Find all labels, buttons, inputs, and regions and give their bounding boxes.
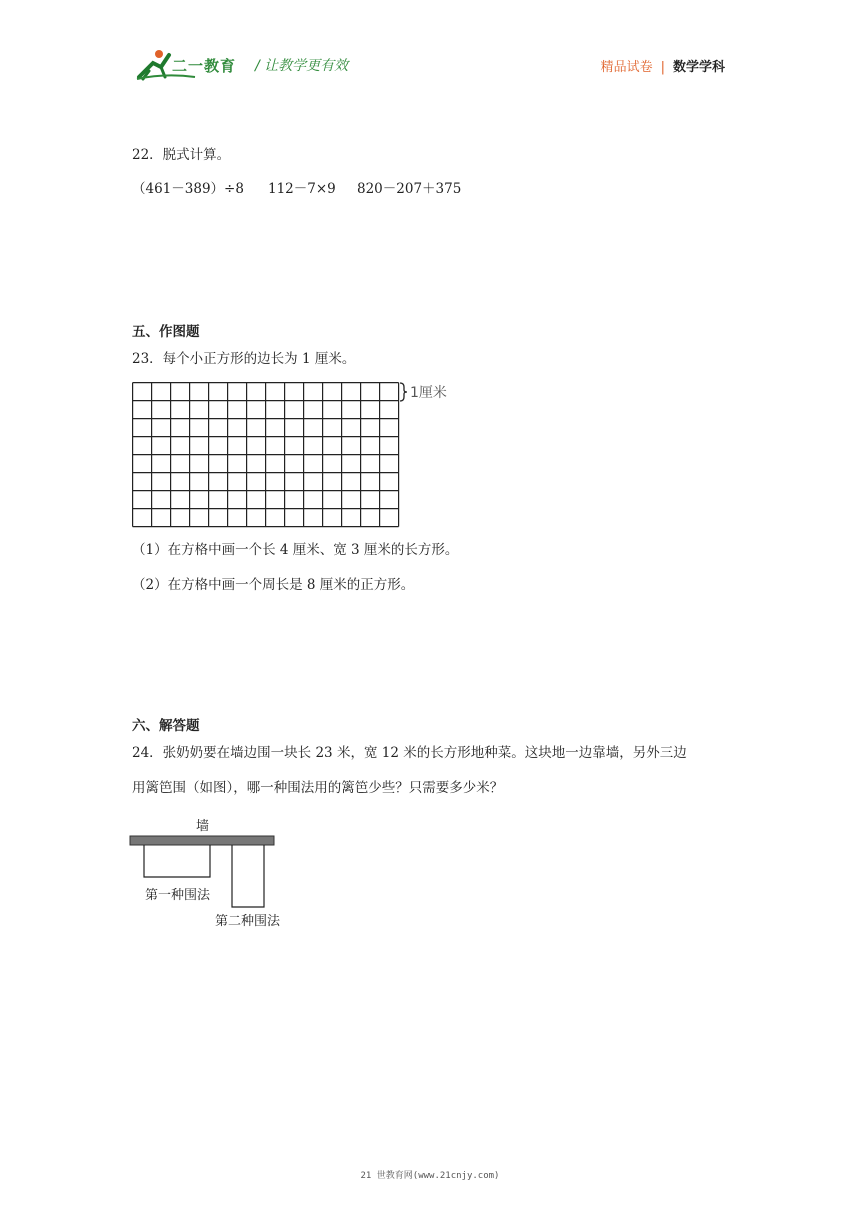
header-label-premium: 精品试卷 [600, 60, 653, 75]
section-title-drawing: 五、作图题 [132, 324, 200, 340]
q24-line-2: 用篱笆围（如图），哪一种围法用的篱笆少些？只需要多少米？ [132, 780, 504, 796]
section-title-solution: 六、解答题 [132, 718, 200, 734]
header-separator: | [660, 60, 665, 75]
q23-title: 23．每个小正方形的边长为 1 厘米。 [132, 351, 356, 367]
q23-part-1: （1）在方格中画一个长 4 厘米、宽 3 厘米的长方形。 [132, 542, 459, 558]
q22-expr-2: 112－7×9 [268, 181, 336, 197]
wall-bar [130, 836, 274, 845]
header-labels [601, 56, 725, 75]
footer-source: 21 世教育网(www.21cnjy.com) [360, 1171, 500, 1181]
logo-text: 二一教育 [172, 57, 237, 75]
square-grid[interactable] [132, 382, 402, 528]
q22-expr-1: （461－389）÷8 [132, 181, 244, 197]
unit-label: 1厘米 [410, 385, 447, 401]
fence-method-1 [144, 845, 210, 877]
fence-method-2 [232, 845, 264, 907]
q22-expr-3: 820－207＋375 [357, 181, 462, 197]
brace-icon [399, 382, 409, 402]
wall-label: 墙 [196, 819, 210, 834]
header-label-subject: 数学学科 [672, 60, 725, 75]
q22-title: 22．脱式计算。 [132, 147, 231, 163]
q23-part-2: （2）在方格中画一个周长是 8 厘米的正方形。 [132, 577, 415, 593]
method-1-label: 第一种围法 [145, 888, 211, 903]
q24-line-1: 24．张奶奶要在墙边围一块长 23 米，宽 12 米的长方形地种菜。这块地一边靠墙，另外三边 [132, 745, 687, 761]
method-2-label: 第二种围法 [215, 914, 281, 929]
slogan: / 让教学更有效 [255, 58, 349, 74]
